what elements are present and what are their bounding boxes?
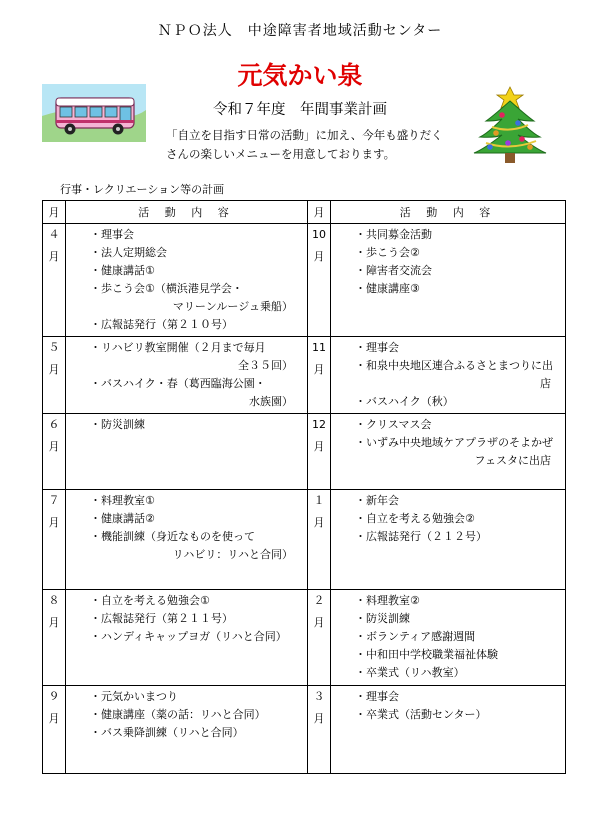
activity-text-continuation: フェスタに出店 [474, 454, 551, 467]
activity-text: ・健康講座（薬の話：リハと合同） [90, 708, 266, 721]
month-cell [43, 490, 66, 590]
activity-item [355, 357, 565, 393]
activity-text: ・いずみ中央地域ケアプラザのそよかぜ [355, 436, 553, 449]
activity-item [355, 339, 565, 357]
activity-item [90, 416, 307, 434]
organization-name: ＮＰＯ法人 中途障害者地域活動センター [157, 23, 443, 39]
activity-cell [66, 590, 308, 686]
activity-item [355, 510, 565, 528]
activity-list [331, 590, 565, 684]
activity-cell [66, 224, 308, 337]
christmas-tree-illustration [462, 83, 558, 169]
month-label: ６ [48, 418, 60, 431]
activity-item [355, 688, 565, 706]
activity-item [90, 528, 307, 564]
activity-list [66, 224, 307, 336]
month-label: ７ [48, 494, 60, 507]
activity-list [331, 414, 565, 472]
month-label: 12 [312, 418, 326, 431]
month-cell [308, 414, 331, 490]
activity-item [90, 316, 307, 334]
activity-text: ・広報誌発行（第２１１号） [90, 612, 233, 625]
activity-text: ・理事会 [355, 341, 399, 354]
activity-text: ・バスハイク・春（葛西臨海公園・ [90, 377, 266, 390]
activity-list [66, 590, 307, 648]
activity-list [331, 224, 565, 300]
activity-item [90, 375, 307, 411]
month-cell [308, 490, 331, 590]
month-column-header: 月 [43, 201, 66, 224]
month-label: 月 [313, 250, 325, 263]
activity-text: ・料理教室② [355, 594, 420, 607]
month-label: ３ [313, 690, 325, 703]
activity-item [90, 688, 307, 706]
activity-text: ・ボランティア感謝週間 [355, 630, 476, 643]
month-label: ８ [48, 594, 60, 607]
activity-item [90, 510, 307, 528]
activity-text: ・機能訓練（身近なものを使って [90, 530, 255, 543]
activity-item [355, 592, 565, 610]
month-label: ２ [313, 594, 325, 607]
activity-column-header: 活 動 内 容 [66, 201, 308, 224]
month-column-header: 月 [308, 201, 331, 224]
activity-item [90, 592, 307, 610]
activity-text-continuation: 店 [540, 377, 551, 390]
activity-text: ・広報誌発行（第２１０号） [90, 318, 233, 331]
activity-text-continuation: 全３５回） [238, 359, 293, 372]
activity-text-continuation: マリーンルージュ乗船） [172, 300, 293, 313]
table-row [43, 414, 566, 490]
activity-text: ・広報誌発行（２１２号） [355, 530, 487, 543]
bus-illustration [40, 76, 152, 146]
activity-text: ・バスハイク（秋） [355, 395, 454, 408]
activity-text: ・健康講話① [90, 264, 155, 277]
activity-list [331, 686, 565, 726]
activity-text: ・料理教室① [90, 494, 155, 507]
month-label: １ [313, 494, 325, 507]
activity-text-continuation: リハビリ：リハと合同） [172, 548, 293, 561]
page-title: 元気かい泉 [237, 61, 363, 90]
activity-cell [331, 337, 566, 414]
activity-text: ・歩こう会①（横浜港見学会・ [90, 282, 243, 295]
activity-text: ・共同募金活動 [355, 228, 432, 241]
activity-item [355, 393, 565, 411]
activity-text: ・バス乗降訓練（リハと合同） [90, 726, 244, 739]
activity-item [355, 646, 565, 664]
activity-text: ・障害者交流会 [355, 264, 432, 277]
activity-text: ・自立を考える勉強会① [90, 594, 210, 607]
activity-item [355, 280, 565, 298]
month-label: 月 [48, 250, 60, 263]
activity-text: ・理事会 [90, 228, 134, 241]
page-subtitle: 令和７年度 年間事業計画 [213, 102, 387, 118]
annual-plan-table [42, 200, 566, 774]
activity-item [90, 610, 307, 628]
month-label: 月 [48, 363, 60, 376]
activity-item [355, 528, 565, 546]
activity-item [90, 226, 307, 244]
activity-list [66, 337, 307, 413]
activity-item [355, 664, 565, 682]
activity-item [90, 280, 307, 316]
activity-list [66, 490, 307, 566]
activity-text: ・クリスマス会 [355, 418, 432, 431]
month-cell [308, 337, 331, 414]
month-label: 月 [48, 516, 60, 529]
month-label: 月 [48, 616, 60, 629]
activity-text: ・防災訓練 [355, 612, 410, 625]
month-label: 月 [48, 440, 60, 453]
activity-cell [331, 414, 566, 490]
month-label: 月 [48, 712, 60, 725]
activity-cell [66, 686, 308, 774]
activity-text: ・リハビリ教室開催（２月まで毎月 [90, 341, 266, 354]
month-label: 月 [313, 363, 325, 376]
activity-text: ・和泉中央地区連合ふるさとまつりに出 [355, 359, 553, 372]
activity-item [355, 610, 565, 628]
activity-text: ・卒業式（活動センター） [355, 708, 487, 721]
activity-list [66, 414, 307, 436]
intro-line: さんの楽しいメニューを用意しております。 [166, 147, 396, 161]
activity-text: ・法人定期総会 [90, 246, 167, 259]
month-cell [43, 414, 66, 490]
activity-list [331, 337, 565, 413]
activity-item [355, 244, 565, 262]
month-cell [308, 686, 331, 774]
month-cell [308, 224, 331, 337]
month-label: 10 [312, 228, 326, 241]
activity-item [90, 244, 307, 262]
activity-item [90, 706, 307, 724]
activity-cell [331, 686, 566, 774]
table-row [43, 686, 566, 774]
activity-cell [66, 337, 308, 414]
activity-item [355, 416, 565, 434]
activity-item [90, 492, 307, 510]
month-cell [43, 686, 66, 774]
month-cell [43, 590, 66, 686]
table-header-row [43, 201, 566, 224]
activity-text: ・理事会 [355, 690, 399, 703]
activity-item [90, 339, 307, 375]
activity-item [355, 706, 565, 724]
activity-text: ・新年会 [355, 494, 399, 507]
activity-text: ・卒業式（リハ教室） [355, 666, 465, 679]
activity-text: ・中和田中学校職業福祉体験 [355, 648, 498, 661]
activity-cell [66, 490, 308, 590]
month-cell [308, 590, 331, 686]
activity-text: ・健康講座③ [355, 282, 420, 295]
activity-text: ・歩こう会② [355, 246, 420, 259]
intro-line: 「自立を目指す日常の活動」に加え、今年も盛りだく [166, 128, 443, 142]
month-label: ９ [48, 690, 60, 703]
activity-item [355, 262, 565, 280]
activity-text: ・元気かいまつり [90, 690, 178, 703]
activity-item [355, 628, 565, 646]
activity-item [90, 724, 307, 742]
month-label: ４ [48, 228, 60, 241]
activity-item [355, 434, 565, 470]
activity-text: ・防災訓練 [90, 418, 145, 431]
month-cell [43, 337, 66, 414]
activity-list [66, 686, 307, 744]
activity-item [90, 628, 307, 646]
table-row [43, 590, 566, 686]
intro-text [166, 126, 456, 164]
month-label: 月 [313, 440, 325, 453]
month-label: 月 [313, 516, 325, 529]
table-row [43, 224, 566, 337]
activity-text: ・健康講話② [90, 512, 155, 525]
activity-item [355, 226, 565, 244]
activity-cell [331, 590, 566, 686]
activity-text: ・ハンディキャップヨガ（リハと合同） [90, 630, 287, 643]
activity-text: ・自立を考える勉強会② [355, 512, 475, 525]
activity-cell [66, 414, 308, 490]
month-label: 月 [313, 712, 325, 725]
activity-cell [331, 224, 566, 337]
activity-list [331, 490, 565, 548]
activity-column-header: 活 動 内 容 [331, 201, 566, 224]
activity-text-continuation: 水族園） [249, 395, 293, 408]
activity-item [90, 262, 307, 280]
table-row [43, 337, 566, 414]
section-label: 行事・レクリエーション等の計画 [60, 183, 225, 196]
table-row [43, 490, 566, 590]
activity-cell [331, 490, 566, 590]
month-cell [43, 224, 66, 337]
month-label: 月 [313, 616, 325, 629]
month-label: 11 [312, 341, 326, 354]
activity-item [355, 492, 565, 510]
month-label: ５ [48, 341, 60, 354]
